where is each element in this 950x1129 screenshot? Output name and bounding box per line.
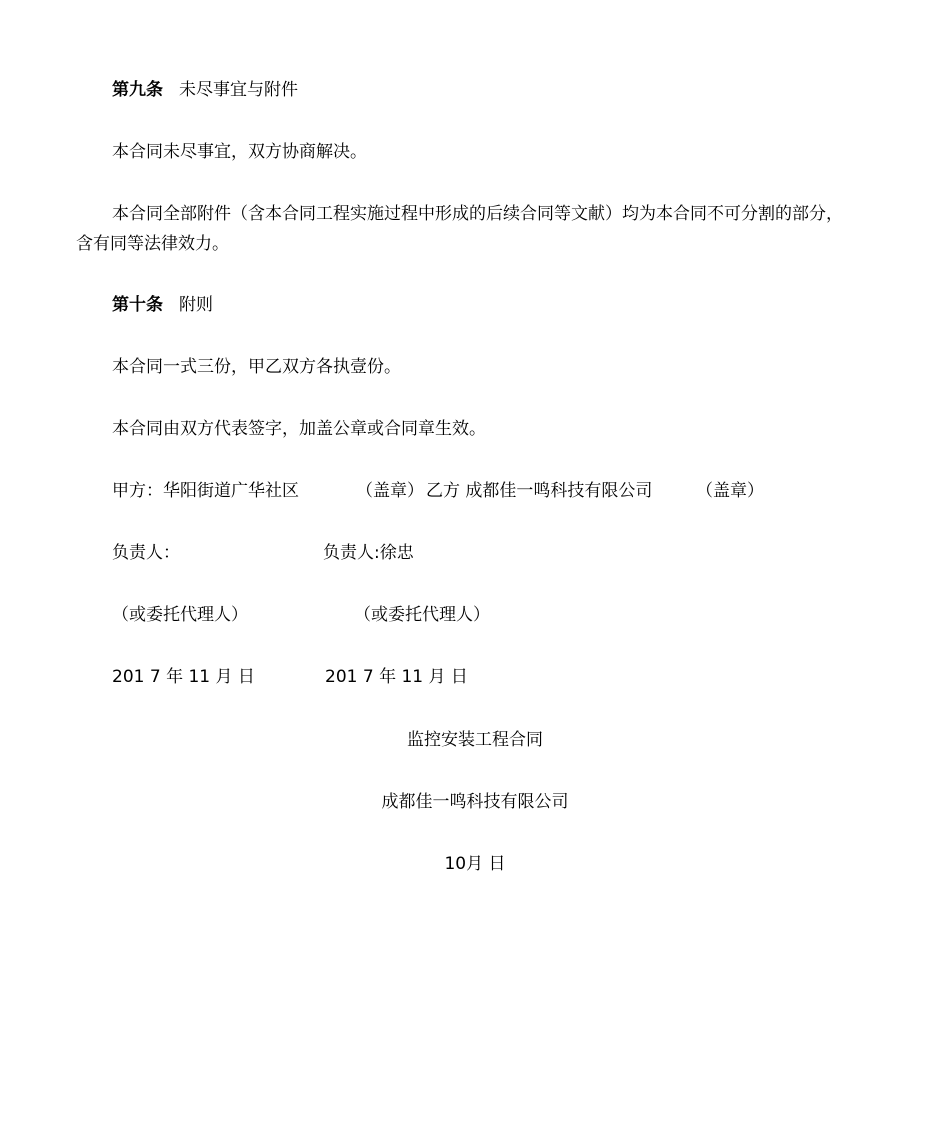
footer-date: 10月 日 xyxy=(444,854,506,874)
article-10-heading xyxy=(112,293,213,317)
article-9-paragraph-2-line-2: 含有同等法律效力。 xyxy=(76,234,229,254)
party-b-date: 201 7 年 11 月 日 xyxy=(325,667,468,687)
party-a-agent: （或委托代理人） xyxy=(112,605,248,625)
article-9-title: 未尽事宜与附件 xyxy=(179,80,298,100)
article-9-paragraph-2-line-1: 本合同全部附件（含本合同工程实施过程中形成的后续合同等文献）均为本合同不可分割的部分， xyxy=(112,204,843,224)
article-10-title: 附则 xyxy=(179,295,213,315)
contract-title: 监控安装工程合同 xyxy=(407,730,543,750)
party-b-seal: （盖章） xyxy=(696,481,764,501)
party-a-name: 甲方：华阳街道广华社区 xyxy=(112,481,299,501)
party-b-responsible: 负责人:徐忠 xyxy=(323,543,414,563)
company-name: 成都佳一鸣科技有限公司 xyxy=(381,792,569,812)
article-9-number: 第九条 xyxy=(112,80,163,100)
article-9-paragraph-1: 本合同未尽事宜，双方协商解决。 xyxy=(112,142,367,162)
party-b-agent: （或委托代理人） xyxy=(354,605,490,625)
party-a-responsible: 负责人： xyxy=(112,543,180,563)
article-10-paragraph-2: 本合同由双方代表签字，加盖公章或合同章生效。 xyxy=(112,419,486,439)
party-a-seal: （盖章） xyxy=(356,481,424,501)
article-10-number: 第十条 xyxy=(112,295,163,315)
party-b-name: 乙方 成都佳一鸣科技有限公司 xyxy=(426,481,653,501)
article-9-heading xyxy=(112,78,298,102)
party-a-date: 201 7 年 11 月 日 xyxy=(112,667,255,687)
article-10-paragraph-1: 本合同一式三份，甲乙双方各执壹份。 xyxy=(112,357,401,377)
